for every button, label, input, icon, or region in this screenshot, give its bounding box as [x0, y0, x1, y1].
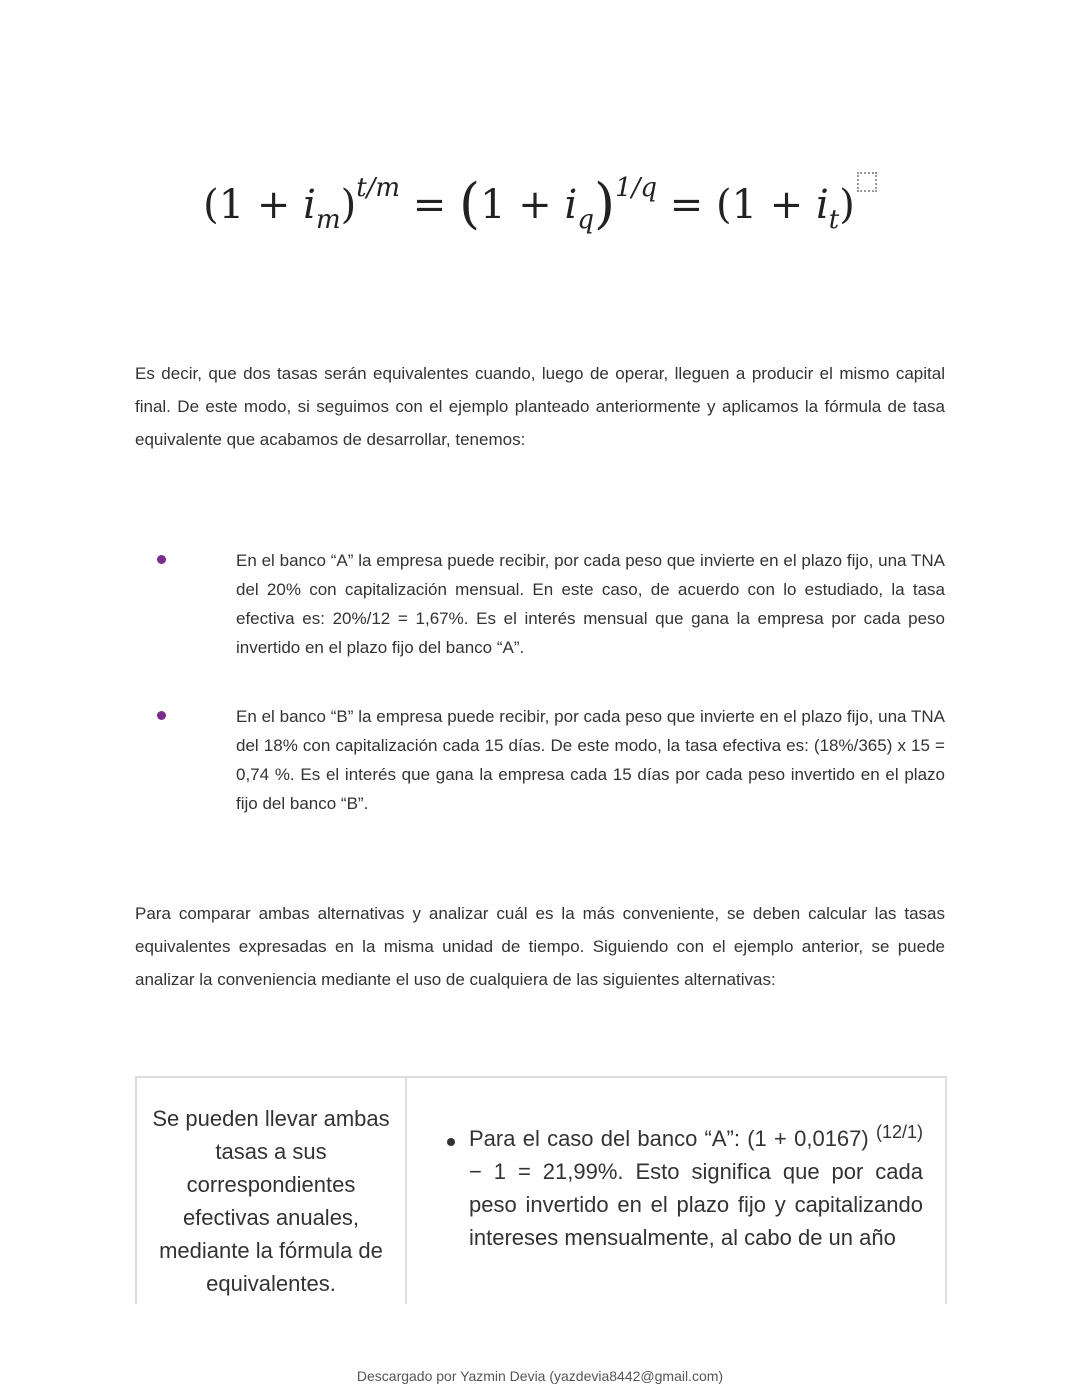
formula-part: ) — [340, 182, 357, 228]
table-cell-method: Se pueden llevar ambas tasas a sus correspondientes efectivas anuales, mediante la fórmula de equivalentes. — [137, 1078, 407, 1304]
formula-var: i — [815, 182, 829, 228]
formula-part: (1 + — [715, 182, 816, 228]
equivalent-rate-formula — [0, 172, 1080, 235]
formula-part: = — [400, 182, 460, 228]
list-item: En el banco “A” la empresa puede recibir, por cada peso que invierte en el plazo fijo, una TNA del 20% con capitalización mensual. En este caso, de acuerdo con lo estudiado, la tasa efectiva es: 20%/12 = 1,67%. Es el interés mensual que gana la empresa por cada peso invertido en el plazo fijo del banco “A”. — [236, 551, 945, 657]
formula-part: = — [657, 182, 716, 228]
bullet-icon — [447, 1138, 455, 1146]
formula-part: (1 + — [203, 182, 304, 228]
formula-sub: q — [577, 205, 594, 235]
download-footer: Descargado por Yazmin Devia (yazdevia8442@gmail.com) — [356, 1368, 724, 1384]
formula-part: ) — [593, 172, 616, 235]
table-cell-calculation — [407, 1078, 945, 1304]
calc-text: Para el caso del banco “A”: (1 + 0,0167) — [469, 1126, 876, 1151]
paragraph: Para comparar ambas alternativas y analizar cuál es la más conveniente, se deben calcular las tasas equivalentes expresadas en la misma unidad de tiempo. Siguiendo con el ejemplo anterior, se puede analizar la conveniencia mediante el uso de cualquiera de las siguientes alternativas: — [135, 904, 945, 989]
bullet-icon — [157, 711, 166, 720]
calculation-text — [469, 1122, 923, 1254]
placeholder-box-icon — [857, 172, 877, 192]
bullet-icon — [157, 555, 166, 564]
formula-sub: t — [828, 205, 840, 235]
paragraph: Es decir, que dos tasas serán equivalentes cuando, luego de operar, lleguen a producir el mismo capital final. De este modo, si seguimos con el ejemplo planteado anteriormente y aplicamos la fórmula de tasa equivalente que acabamos de desarrollar, tenemos: — [135, 364, 945, 449]
calc-exponent: (12/1) — [875, 1122, 923, 1142]
formula-exp: t/m — [356, 173, 401, 203]
formula-part: 1 + — [480, 182, 565, 228]
formula-part: ( — [459, 172, 481, 235]
list-item: En el banco “B” la empresa puede recibir, por cada peso que invierte en el plazo fijo, una TNA del 18% con capitalización cada 15 días. De este modo, la tasa efectiva es: (18%/365) x 15 = 0,74 %. Es el interés que gana la empresa cada 15 días por cada peso invertido en el plazo fijo del banco “B”. — [236, 707, 945, 813]
alternatives-table — [135, 1076, 947, 1304]
formula-var: i — [303, 182, 316, 228]
formula-sub: m — [315, 205, 341, 235]
formula-var: i — [564, 182, 578, 228]
formula-exp: 1/q — [615, 173, 658, 203]
calc-text: − 1 = 21,99%. Esto significa que por cada peso invertido en el plazo fijo y capitalizando intereses mensualmente, al cabo de un año — [469, 1159, 923, 1250]
formula-part: ) — [839, 182, 855, 228]
